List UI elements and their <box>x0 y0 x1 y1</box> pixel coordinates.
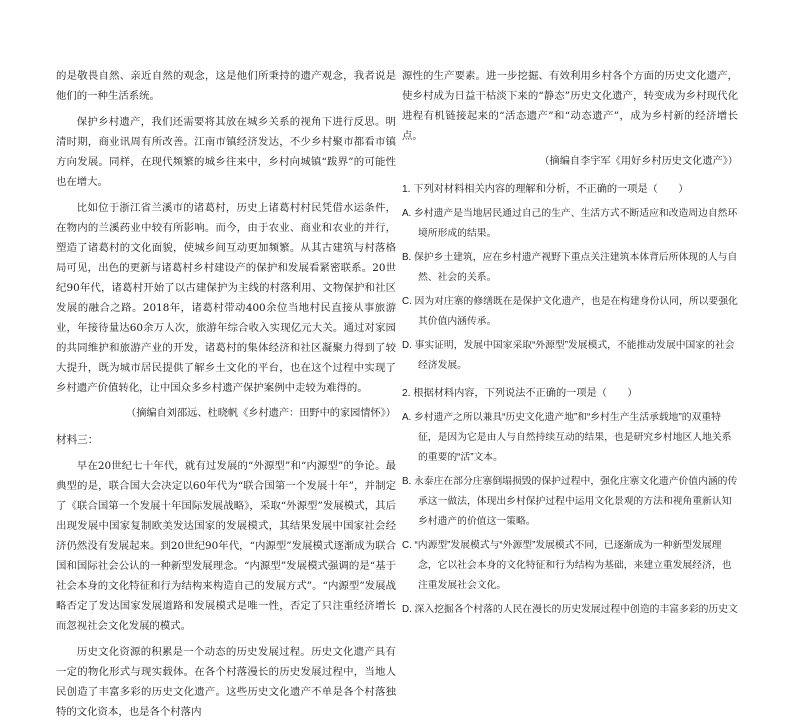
right-column <box>402 66 738 620</box>
question-1-option-c: C. 因为对庄寨的修缮既在是保护文化遗产，也是在构建身份认同，所以要强化其价值内涵传承。 <box>402 296 738 327</box>
left-paragraph-3: 比如位于浙江省兰溪市的诸葛村，历史上诸葛村村民凭借水运条件，在物内的兰溪药业中较有所影响。而今，由于农业、商业和农业的并行，塑造了诸葛村的文化面貌，使城乡间互动更加频繁。从其古建筑与村落格局可见，出色的更新与诸葛村乡村建设产的保护和发展看紧密联系。20世纪90年代，诸葛村开始了以古建保护为主线的村落利用、文物保护和社区发展的融合之路。2018年，诸葛村带动400余位当地村民直接从事旅游业，年接待量达60余万人次，旅游年综合收入实现亿元大关。通过对家园的共同维护和旅游产业的开发，诸葛村的集体经济和社区凝聚力得到了较大提升，既为城市居民提供了解乡土文化的平台，也在这个过程中实现了乡村遗产价值转化，让中国众多乡村遗产保护案例中走较为难得的。 <box>56 202 396 394</box>
question-2-option-b: B. 永泰庄在部分庄寨倒塌损毁的保护过程中，强化庄寨文化遗产价值内涵的传承这一做法，体现出乡村保护过程中运用文化景观的方法和视角重新认知乡村遗产的价值这一策略。 <box>402 476 738 527</box>
question-2-option-c: C. “内源型”发展模式与“外源型”发展模式不同，已逐渐成为一种新型发展理念，它以社会本身的文化特征和行为结构为基础，来建立重发展经济，也注重发展社会文化。 <box>402 540 732 591</box>
question-2-stem: 2. 根据材料内容，下列说法不正确的一项是（ ） <box>402 388 638 399</box>
question-1-option-a: A. 乡村遗产是当地居民通过自己的生产、生活方式不断适应和改造周边自然环境所形成的结果。 <box>402 208 738 239</box>
question-1-stem: 1. 下列对材料相关内容的理解和分析，不正确的一项是（ ） <box>402 184 689 195</box>
material-3-label: 材料三： <box>56 434 99 446</box>
question-2-option-d: D. 深入挖掘各个村落的人民在漫长的历史发展过程中创造的丰富多彩的历史文 <box>402 604 738 615</box>
question-1-option-d: D. 事实证明，发展中国家采取“外源型”发展模式，不能推动发展中国家的社会经济发展。 <box>402 340 735 371</box>
question-2-option-a: A. 乡村遗产之所以兼具“历史文化遗产地”和“乡村生产生活承载地”的双重特征，是因为它是由人与自然持续互动的结果，也是研究乡村地区人地关系的重要的“活”文本。 <box>402 412 732 463</box>
source-citation-2: （摘编自刘邵远、杜晓帆《乡村遗产：田野中的家园情怀》） <box>126 408 396 419</box>
left-column <box>56 66 396 722</box>
left-paragraph-5: 历史文化资源的积累是一个动态的历史发展过程。历史文化遗产具有一定的物化形式与现实载体。在各个村落漫长的历史发展过程中，当地人民创造了丰富多彩的历史文化遗产。这些历史文化遗产不单是各个村落独特的文化资本，也是各个村落内 <box>56 646 396 718</box>
left-paragraph-1: 的是敬畏自然、亲近自然的观念，这是他们所秉持的遗产观念，我者说是他们的一种生活系统。 <box>56 70 396 102</box>
left-paragraph-4: 早在20世纪七十年代，就有过发展的“外源型”和“内源型”的争论。最典型的是，联合国大会决定以60年代为“联合国第一个发展十年”，并制定了《联合国第一个发展十年国际发展战略》，采取“外源型”发展模式，其后出现发展中国家复制欧美发达国家的发展模式，其结果发展中国家社会经济仍然没有发展起来。到20世纪90年代，“内源型”发展模式逐渐成为联合国和国际社会公认的一种新型发展理念。“内源型”发展模式强调的是“基于社会本身的文化特征和行为结构来构造自己的发展方式”。“内源型”发展战略否定了发达国家发展道路和发展模式是唯一性，否定了只注重经济增长而忽视社会文化发展的模式。 <box>56 460 396 632</box>
source-citation-3: （摘编自李宇军《用好乡村历史文化遗产》） <box>539 156 738 167</box>
right-paragraph-1: 源性的生产要素。进一步挖掘、有效利用乡村各个方面的历史文化遗产，使乡村成为日益干枯淡下来的“静态”历史文化遗产，转变成为乡村现代化进程有机链接起来的“活态遗产”和“动态遗产”，成为乡村新的经济增长点。 <box>402 70 738 142</box>
left-paragraph-2: 保护乡村遗产，我们还需要将其放在城乡关系的视角下进行反思。明清时期，商业讯周有所改善。江南市镇经济发达，不少乡村聚市都看市镇方向发展。同样，在现代频繁的城乡往来中，乡村向城镇“跋界”的可能性也在增大。 <box>56 116 396 188</box>
question-1-option-b: B. 保护乡土建筑，应在乡村遗产视野下重点关注建筑本体背后所体现的人与自然、社会的关系。 <box>402 252 738 283</box>
